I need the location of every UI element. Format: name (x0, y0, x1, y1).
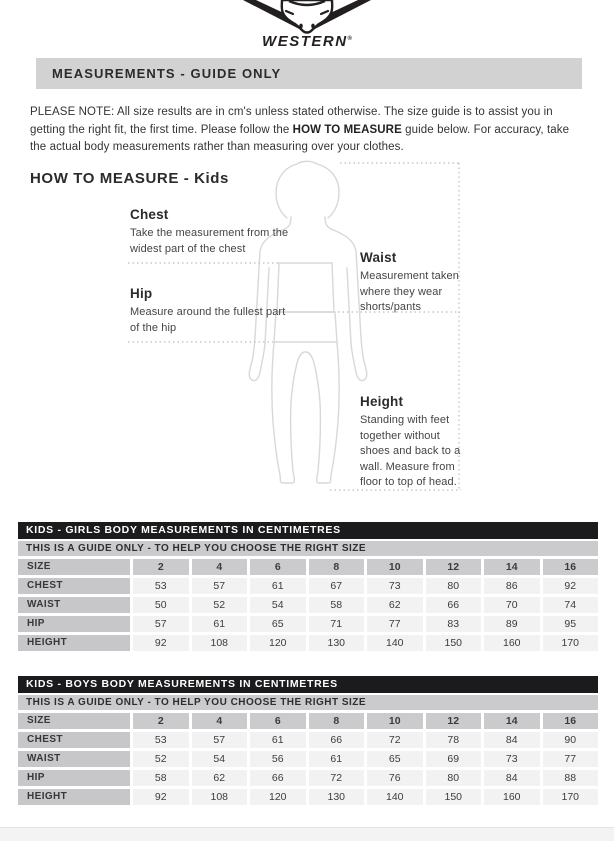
row-label: CHEST (18, 578, 130, 594)
table-row (18, 616, 598, 632)
table-cell: 52 (192, 597, 248, 613)
annotation-text: Measure around the fullest part of the hip (130, 306, 286, 334)
table-cell: 130 (309, 635, 365, 651)
table-cell: 65 (250, 616, 306, 632)
table-cell: 8 (309, 713, 365, 729)
table-cell: 108 (192, 789, 248, 805)
please-note-paragraph (30, 104, 582, 157)
annotation-title: Waist (360, 250, 397, 265)
table-cell: 2 (133, 713, 189, 729)
table-cell: 89 (484, 616, 540, 632)
note-text-end: guide below. For accuracy, take the actual body measurements rather than measuring over your clothes. (30, 123, 570, 153)
table-cell: 57 (133, 616, 189, 632)
table-cell: 92 (133, 635, 189, 651)
table-title: KIDS - GIRLS BODY MEASUREMENTS IN CENTIMETRES (18, 522, 598, 539)
table-cell: 61 (250, 578, 306, 594)
table-subtitle: THIS IS A GUIDE ONLY - TO HELP YOU CHOOSE THE RIGHT SIZE (18, 541, 598, 556)
table-cell: 10 (367, 559, 423, 575)
table-row (18, 635, 598, 651)
brand-name: WESTERN® (262, 33, 352, 50)
table-row (18, 770, 598, 786)
table-cell: 77 (543, 751, 599, 767)
table-cell: 70 (484, 597, 540, 613)
annotation-height (360, 394, 472, 491)
table-cell: 80 (426, 578, 482, 594)
note-bold-text: HOW TO MEASURE (292, 123, 402, 136)
table-cell: 170 (543, 635, 599, 651)
table-cell: 4 (192, 559, 248, 575)
table-cell: 62 (192, 770, 248, 786)
table-cell: 84 (484, 770, 540, 786)
table-cell: 108 (192, 635, 248, 651)
table-cell: 16 (543, 559, 599, 575)
table-row (18, 732, 598, 748)
table-cell: 86 (484, 578, 540, 594)
table-cell: 54 (192, 751, 248, 767)
table-cell: 61 (250, 732, 306, 748)
table-row (18, 751, 598, 767)
table-cell: 14 (484, 713, 540, 729)
table-cell: 10 (367, 713, 423, 729)
table-cell: 84 (484, 732, 540, 748)
row-label: SIZE (18, 559, 130, 575)
table-cell: 58 (133, 770, 189, 786)
table-row (18, 713, 598, 729)
table-cell: 92 (133, 789, 189, 805)
table-cell: 83 (426, 616, 482, 632)
table-cell: 80 (426, 770, 482, 786)
boys-measurements-table (18, 676, 598, 808)
table-cell: 61 (309, 751, 365, 767)
annotation-title: Height (360, 394, 404, 409)
table-cell: 6 (250, 559, 306, 575)
table-cell: 50 (133, 597, 189, 613)
row-label: CHEST (18, 732, 130, 748)
table-cell: 160 (484, 635, 540, 651)
table-cell: 6 (250, 713, 306, 729)
table-cell: 73 (367, 578, 423, 594)
how-to-measure-heading: HOW TO MEASURE - Kids (30, 170, 229, 187)
annotation-chest (130, 207, 308, 257)
row-label: HIP (18, 616, 130, 632)
table-cell: 95 (543, 616, 599, 632)
table-cell: 71 (309, 616, 365, 632)
table-cell: 66 (309, 732, 365, 748)
table-cell: 53 (133, 578, 189, 594)
table-cell: 76 (367, 770, 423, 786)
table-cell: 66 (426, 597, 482, 613)
table-cell: 69 (426, 751, 482, 767)
table-cell: 52 (133, 751, 189, 767)
annotation-title: Hip (130, 286, 153, 301)
girls-measurements-table (18, 522, 598, 654)
table-cell: 73 (484, 751, 540, 767)
table-subtitle: THIS IS A GUIDE ONLY - TO HELP YOU CHOOSE THE RIGHT SIZE (18, 695, 598, 710)
annotation-title: Chest (130, 207, 169, 222)
table-cell: 56 (250, 751, 306, 767)
table-cell: 150 (426, 789, 482, 805)
table-cell: 160 (484, 789, 540, 805)
row-label: WAIST (18, 597, 130, 613)
table-cell: 150 (426, 635, 482, 651)
row-label: SIZE (18, 713, 130, 729)
table-cell: 4 (192, 713, 248, 729)
table-cell: 58 (309, 597, 365, 613)
table-row (18, 578, 598, 594)
row-label: HEIGHT (18, 635, 130, 651)
table-cell: 74 (543, 597, 599, 613)
row-label: WAIST (18, 751, 130, 767)
table-cell: 120 (250, 789, 306, 805)
row-label: HIP (18, 770, 130, 786)
annotation-text: Standing with feet together without shoes and back to a wall. Measure from floor to top of head. (360, 414, 461, 488)
table-cell: 72 (309, 770, 365, 786)
page-bottom-strip (0, 827, 614, 841)
table-cell: 61 (192, 616, 248, 632)
annotation-waist (360, 250, 472, 316)
table-cell: 130 (309, 789, 365, 805)
note-text: PLEASE NOTE: All size results are in cm's unless stated otherwise. The size guide is to assist you in getting the right fit, the first time. Please follow the (30, 106, 553, 136)
row-label: HEIGHT (18, 789, 130, 805)
annotation-hip (130, 286, 290, 336)
table-cell: 8 (309, 559, 365, 575)
table-cell: 57 (192, 578, 248, 594)
table-cell: 14 (484, 559, 540, 575)
table-cell: 57 (192, 732, 248, 748)
table-cell: 140 (367, 635, 423, 651)
table-title: KIDS - BOYS BODY MEASUREMENTS IN CENTIMETRES (18, 676, 598, 693)
annotation-text: Measurement taken where they wear shorts/pants (360, 270, 459, 313)
table-row (18, 597, 598, 613)
table-row (18, 559, 598, 575)
table-cell: 170 (543, 789, 599, 805)
table-cell: 72 (367, 732, 423, 748)
table-cell: 77 (367, 616, 423, 632)
table-cell: 54 (250, 597, 306, 613)
table-cell: 16 (543, 713, 599, 729)
registered-mark: ® (347, 36, 352, 42)
table-cell: 2 (133, 559, 189, 575)
table-cell: 78 (426, 732, 482, 748)
table-cell: 53 (133, 732, 189, 748)
table-cell: 66 (250, 770, 306, 786)
table-cell: 12 (426, 713, 482, 729)
table-cell: 62 (367, 597, 423, 613)
table-cell: 88 (543, 770, 599, 786)
table-cell: 67 (309, 578, 365, 594)
table-cell: 12 (426, 559, 482, 575)
table-cell: 120 (250, 635, 306, 651)
table-cell: 92 (543, 578, 599, 594)
brand-logo (237, 0, 377, 54)
table-row (18, 789, 598, 805)
table-cell: 65 (367, 751, 423, 767)
table-cell: 90 (543, 732, 599, 748)
table-cell: 140 (367, 789, 423, 805)
page-title: MEASUREMENTS - GUIDE ONLY (36, 58, 582, 89)
annotation-text: Take the measurement from the widest part of the chest (130, 227, 289, 255)
